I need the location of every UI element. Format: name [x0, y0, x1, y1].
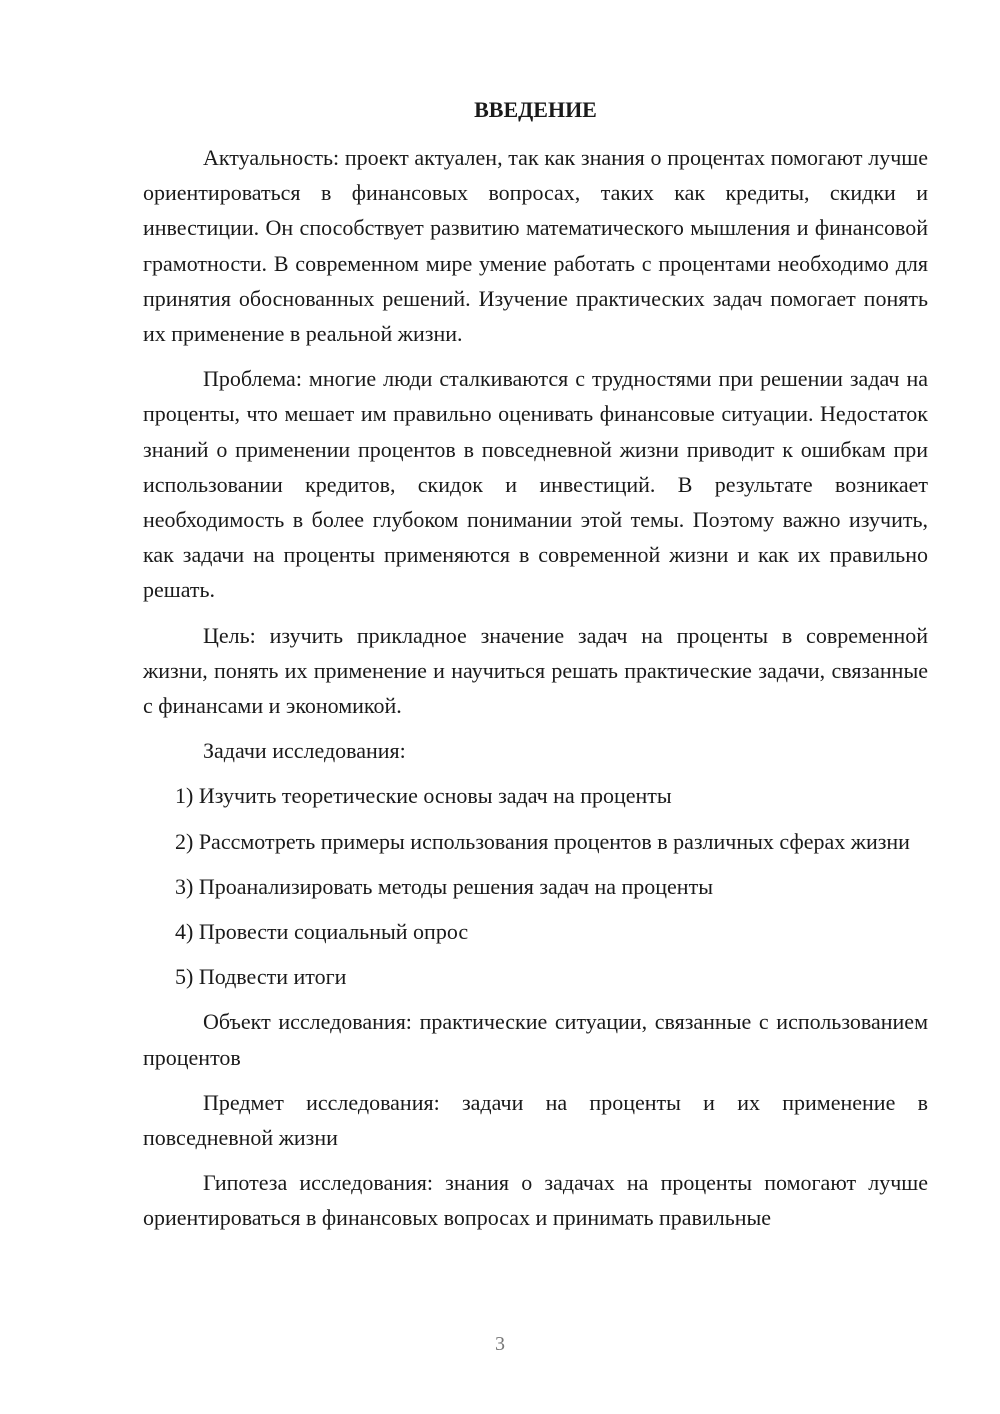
paragraph-hypothesis: Гипотеза исследования: знания о задачах на проценты помогают лучше ориентироваться в финансовых вопросах и принимать правильные: [143, 1170, 928, 1231]
paragraph-goal: Цель: изучить прикладное значение задач на проценты в современной жизни, понять их применение и научиться решать практические задачи, связанные с финансами и экономикой.: [143, 622, 928, 719]
document-body: [143, 92, 928, 1246]
tasks-heading: Задачи исследования:: [203, 738, 406, 764]
task-item-4: 4) Провести социальный опрос: [175, 919, 469, 945]
paragraph-subject: Предмет исследования: задачи на проценты и их применение в повседневной жизни: [143, 1089, 928, 1151]
task-item-3: 3) Проанализировать методы решения задач на проценты: [175, 873, 713, 899]
paragraph-relevance: Актуальность: проект актуален, так как знания о процентах помогают лучше ориентироваться в финансовых вопросах, таких как кредиты, скидки и инвестиции. Он способствует развитию математического мышления и финансовой грамотности. В современном мире умение работать с процентами необходимо для принятия обоснованных решений. Изучение практических задач помогает понять их применение в реальной жизни.: [143, 145, 928, 347]
task-item-2: 2) Рассмотреть примеры использования процентов в различных сферах жизни: [175, 828, 910, 854]
task-item-5: 5) Подвести итоги: [175, 964, 347, 990]
page-number: 3: [495, 1333, 505, 1355]
paragraph-object: Объект исследования: практические ситуации, связанные с использованием процентов: [143, 1009, 928, 1070]
paragraph-problem: Проблема: многие люди сталкиваются с трудностями при решении задач на проценты, что мешает им правильно оценивать финансовые ситуации. Недостаток знаний о применении процентов в повседневной жизни приводит к ошибкам при использовании кредитов, скидок и инвестиций. В результате возникает необходимость в более глубоком понимании этой темы. Поэтому важно изучить, как задачи на проценты применяются в современной жизни и как их правильно решать.: [143, 366, 928, 603]
section-title: ВВЕДЕНИЕ: [474, 97, 597, 122]
task-item-1: 1) Изучить теоретические основы задач на проценты: [175, 783, 672, 809]
